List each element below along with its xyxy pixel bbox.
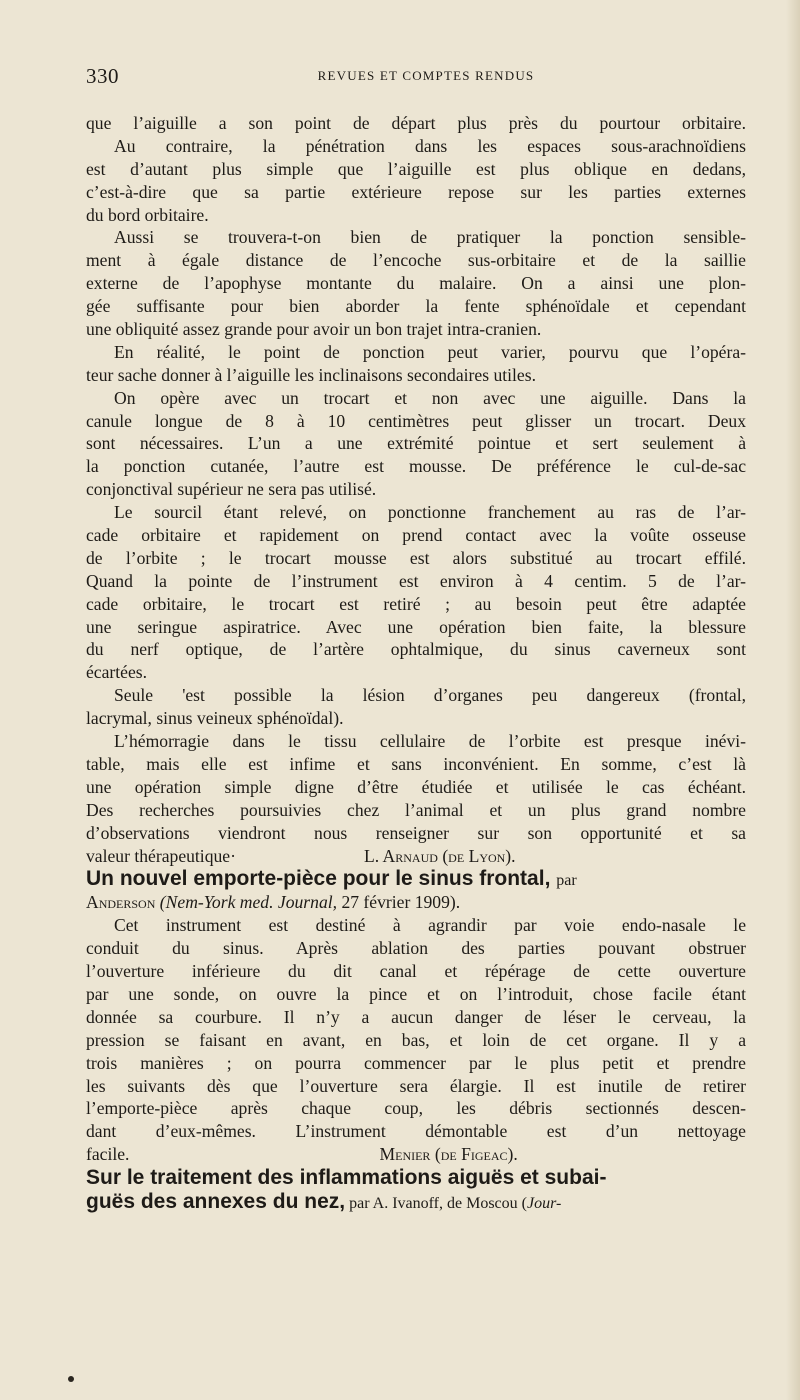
text-line: l’ouverture inférieure du dit canal et répérage de cette ouverture bbox=[86, 961, 746, 982]
text-line: c’est-à-dire que sa partie extérieure repose sur les parties externes bbox=[86, 181, 746, 202]
text-line: une obliquité assez grande pour avoir un bon trajet intra-cranien. bbox=[86, 319, 542, 340]
margin-dot bbox=[68, 1376, 74, 1382]
text-line: canule longue de 8 à 10 centimètres peut glisser un trocart. Deux bbox=[86, 410, 746, 431]
text-line: la ponction cutanée, l’autre est mousse. De préférence le cul-de-sac bbox=[86, 456, 746, 477]
page-number: 330 bbox=[86, 64, 119, 88]
page-edge-shadow bbox=[786, 0, 800, 1400]
text-line: du nerf optique, de l’artère ophtalmique, du sinus caverneux sont bbox=[86, 639, 746, 660]
text-line: gée suffisante pour bien aborder la fente sphénoïdale et cependant bbox=[86, 296, 746, 317]
text-line: Des recherches poursuivies chez l’animal et un plus grand nombre bbox=[86, 799, 746, 820]
text-line: Aussi se trouvera-t-on bien de pratiquer la ponction sensible- bbox=[114, 227, 746, 248]
text-line: conjonctival supérieur ne sera pas utilisé. bbox=[86, 479, 377, 500]
text-line: Au contraire, la pénétration dans les espaces sous-arachnoïdiens bbox=[114, 135, 746, 156]
text-line: On opère avec un trocart et non avec une aiguille. Dans la bbox=[114, 387, 746, 408]
text-line: table, mais elle est infime et sans inconvénient. En somme, c’est là bbox=[86, 753, 746, 774]
heading-title: guës des annexes du nez, bbox=[86, 1190, 346, 1214]
running-head: REVUES ET COMPTES RENDUS bbox=[317, 68, 535, 83]
section-heading: Sur le traitement des inflammations aiguës et subai- bbox=[86, 1166, 607, 1190]
text-line: conduit du sinus. Après ablation des parties pouvant obstruer bbox=[86, 938, 746, 959]
heading-by: par bbox=[556, 872, 577, 890]
text-line: est d’autant plus simple que l’aiguille est plus oblique en dedans, bbox=[86, 158, 746, 179]
author-signature: L. Arnaud (de Lyon). bbox=[363, 845, 516, 866]
text-line: de l’orbite ; le trocart mousse est alors substitué au trocart effilé. bbox=[86, 547, 746, 568]
section-heading bbox=[86, 867, 746, 891]
text-line: Quand la pointe de l’instrument est environ à 4 centim. 5 de l’ar- bbox=[86, 570, 746, 591]
text-line: une seringue aspiratrice. Avec une opération bien faite, la blessure bbox=[86, 616, 746, 637]
section-heading-continued bbox=[86, 1190, 746, 1214]
text-line: Seule 'est possible la lésion d’organes peu dangereux (frontal, bbox=[114, 685, 746, 706]
text-line bbox=[86, 845, 746, 868]
text-line: d’observations viendront nous renseigner sur son opportunité et sa bbox=[86, 822, 746, 843]
text-line: une opération simple digne d’être étudiée et utilisée le cas échéant. bbox=[86, 776, 746, 797]
page-header bbox=[86, 64, 746, 94]
text-line: trois manières ; on pourra commencer par le plus petit et prendre bbox=[86, 1052, 746, 1073]
author-signature: Menier (de Figeac). bbox=[379, 1144, 518, 1165]
text-line: les suivants dès que l’ouverture sera élargie. Il est inutile de retirer bbox=[86, 1075, 746, 1096]
text-line: donnée sa courbure. Il n’y a aucun danger de léser le cerveau, la bbox=[86, 1006, 746, 1027]
text-line: du bord orbitaire. bbox=[86, 204, 209, 225]
text-fragment: valeur thérapeutique· bbox=[86, 845, 236, 866]
text-line: teur sache donner à l’aiguille les inclinaisons secondaires utiles. bbox=[86, 364, 536, 385]
text-line: sont nécessaires. L’un a une extrémité pointue et sert seulement à bbox=[86, 433, 746, 454]
journal-name: (Nem-York med. Journal, bbox=[159, 892, 338, 913]
text-line: externe de l’apophyse montante du malaire. On a ainsi une plon- bbox=[86, 273, 746, 294]
text-line: L’hémorragie dans le tissu cellulaire de l’orbite est presque inévi- bbox=[114, 731, 746, 752]
text-line: cade orbitaire et rapidement on prend contact avec la voûte osseuse bbox=[86, 525, 746, 546]
body-text bbox=[86, 112, 746, 1214]
text-line: lacrymal, sinus veineux sphénoïdal). bbox=[86, 708, 344, 729]
text-line: ment à égale distance de l’encoche sus-orbitaire et de la saillie bbox=[86, 250, 746, 271]
author-name: Anderson bbox=[86, 892, 156, 913]
citation-line bbox=[86, 891, 746, 914]
text-line: pression se faisant en avant, en bas, et loin de cet organe. Il y a bbox=[86, 1029, 746, 1050]
heading-byline: par A. Ivanoff, de Moscou (Jour- bbox=[349, 1195, 562, 1213]
text-line: cade orbitaire, le trocart est retiré ; au besoin peut être adaptée bbox=[86, 593, 746, 614]
citation-date: 27 février 1909). bbox=[341, 892, 461, 913]
text-line: écartées. bbox=[86, 662, 148, 683]
text-line: dant d’eux-mêmes. L’instrument démontable est d’un nettoyage bbox=[86, 1121, 746, 1142]
text-fragment: facile. bbox=[86, 1144, 130, 1165]
text-line: En réalité, le point de ponction peut varier, pourvu que l’opéra- bbox=[114, 341, 746, 362]
text-line: par une sonde, on ouvre la pince et on l’introduit, chose facile étant bbox=[86, 983, 746, 1004]
heading-title: Un nouvel emporte-pièce pour le sinus frontal, bbox=[86, 867, 551, 891]
text-line: Cet instrument est destiné à agrandir par voie endo-nasale le bbox=[114, 915, 746, 936]
text-line: l’emporte-pièce après chaque coup, les débris sectionnés descen- bbox=[86, 1098, 746, 1119]
text-line bbox=[86, 1143, 746, 1166]
text-line: Le sourcil étant relevé, on ponctionne franchement au ras de l’ar- bbox=[114, 502, 746, 523]
text-line: que l’aiguille a son point de départ plus près du pourtour orbitaire. bbox=[86, 113, 746, 133]
